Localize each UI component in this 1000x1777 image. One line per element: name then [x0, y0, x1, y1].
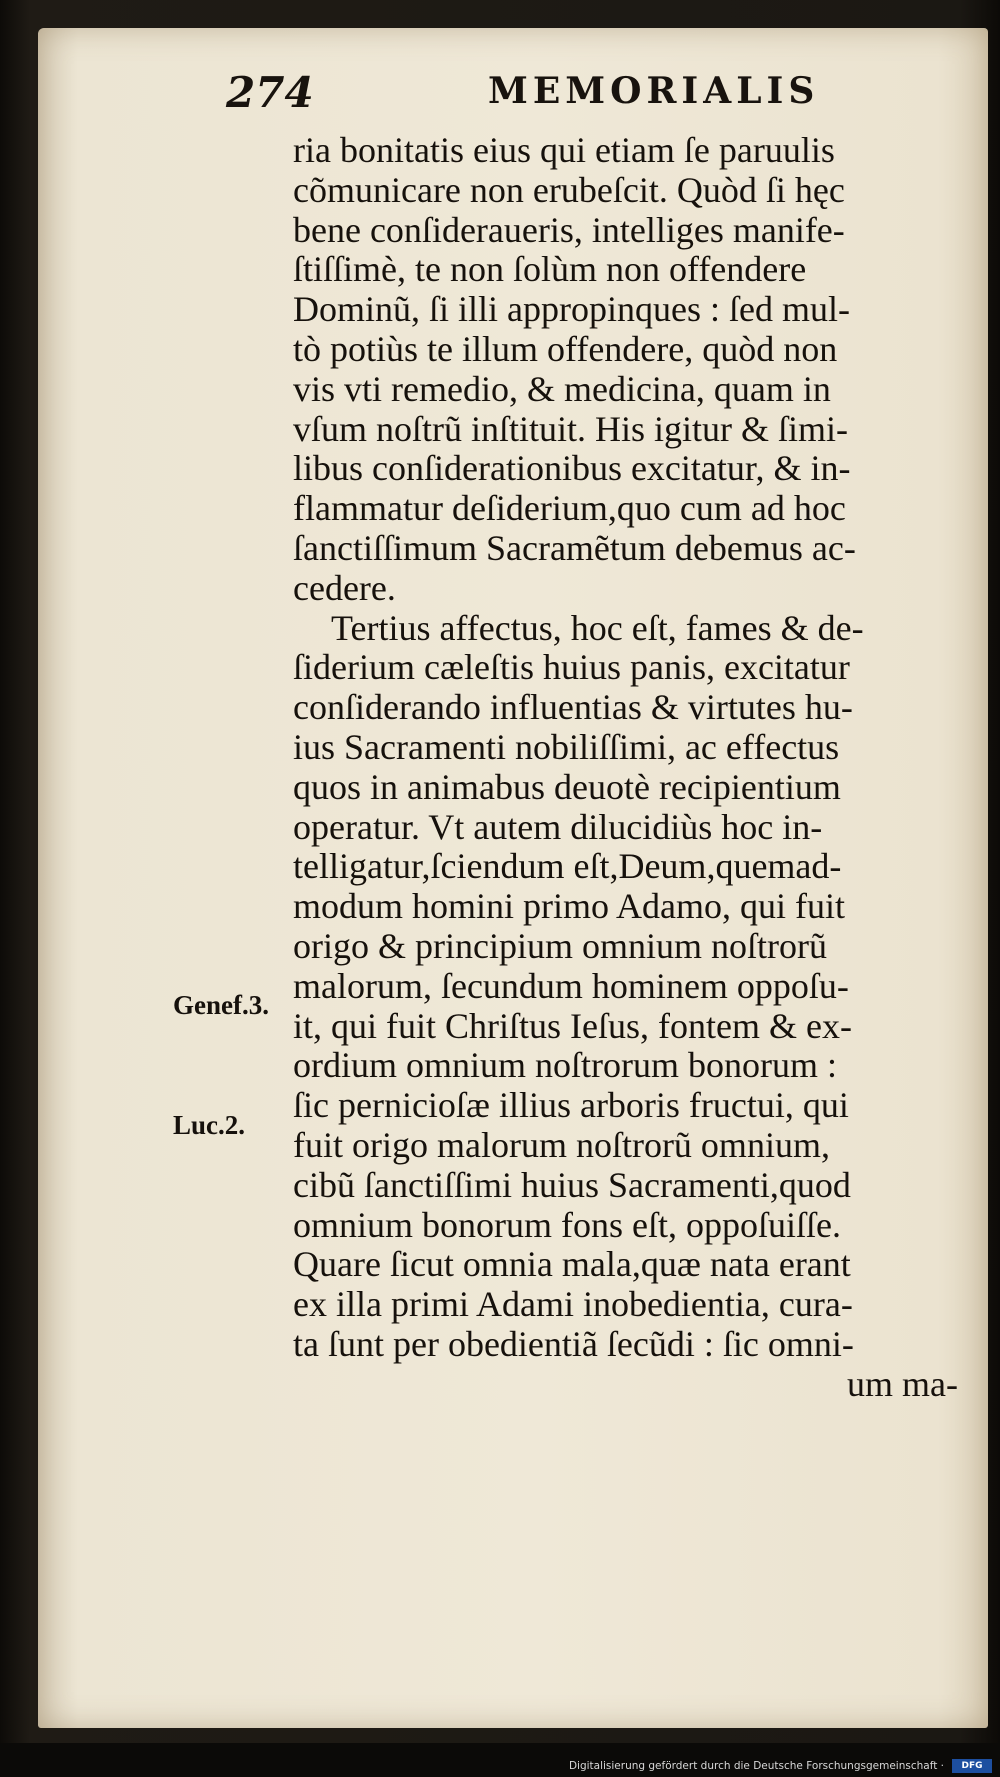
text-line: vſum noſtrũ inſtituit. His igitur & ſimi- — [293, 409, 849, 449]
text-line: bene conſideraueris, intelliges manife- — [293, 210, 845, 250]
text-line: operatur. Vt autem dilucidiùs hoc in- — [293, 807, 823, 847]
text-line: ta ſunt per obedientiã ſecũdi : ſic omni- — [293, 1324, 854, 1364]
text-line: Dominũ, ſi illi appropinques : ſed mul- — [293, 290, 850, 330]
margin-note-luke: Luc.2. — [173, 1110, 246, 1140]
page-header — [38, 68, 988, 128]
text-line: telligatur,ſciendum eſt,Deum,quemad- — [293, 847, 842, 887]
margin-note-genesis: Genef.3. — [173, 990, 269, 1020]
text-line: cõmunicare non erubeſcit. Quòd ſi hęc — [293, 170, 845, 210]
text-line: ria bonitatis eius qui etiam ſe paruulis — [293, 131, 835, 170]
text-line: ſiderium cæleſtis huius panis, excitatur — [293, 648, 850, 688]
text-line: quos in animabus deuotè recipientium — [293, 767, 841, 807]
text-line: ex illa primi Adami inobedientia, cura- — [293, 1285, 853, 1325]
text-line: tò potiùs te illum offendere, quòd non — [293, 329, 838, 369]
dfg-logo-icon: DFG — [952, 1759, 992, 1773]
text-line: ſtiſſimè, te non ſolùm non offendere — [293, 250, 807, 290]
text-line: ſanctiſſimum Sacramẽtum debemus ac- — [293, 528, 856, 568]
page-number: 274 — [226, 68, 314, 117]
book-page — [38, 28, 988, 1728]
text-line: origo & principium omnium noſtrorũ — [293, 926, 827, 966]
text-line: libus conſiderationibus excitatur, & in- — [293, 449, 851, 489]
text-line: ſic pernicioſæ illius arboris fructui, qui — [293, 1086, 849, 1126]
paragraph-start-line: Tertius affectus, hoc eſt, fames & de- — [331, 608, 864, 648]
text-line: flammatur deſiderium,quo cum ad hoc — [293, 489, 846, 529]
running-head: MEMORIALIS — [488, 70, 820, 112]
body-text — [293, 131, 958, 1405]
text-line: conſiderando influentias & virtutes hu- — [293, 688, 853, 728]
text-line: ordium omnium noſtrorum bonorum : — [293, 1046, 837, 1086]
funding-credit: Digitalisierung gefördert durch die Deutsche Forschungsgemeinschaft · — [568, 1760, 944, 1772]
text-line: it, qui fuit Chriſtus Ieſus, fontem & ex- — [293, 1006, 852, 1046]
text-line: malorum, ſecundum hominem oppoſu- — [293, 966, 849, 1006]
text-line: cibũ ſanctiſſimi huius Sacramenti,quod — [293, 1165, 851, 1205]
text-line: vis vti remedio, & medicina, quam in — [293, 369, 831, 409]
catchword: um ma- — [847, 1364, 958, 1404]
text-line: ius Sacramenti nobiliſſimi, ac effectus — [293, 727, 840, 767]
text-line: cedere. — [293, 568, 396, 608]
text-line: fuit origo malorum noſtrorũ omnium, — [293, 1125, 830, 1165]
text-line: omnium bonorum fons eſt, oppoſuiſſe. — [293, 1205, 841, 1245]
text-line: modum homini primo Adamo, qui fuit — [293, 887, 845, 927]
text-line: Quare ſicut omnia mala,quæ nata erant — [293, 1245, 851, 1285]
